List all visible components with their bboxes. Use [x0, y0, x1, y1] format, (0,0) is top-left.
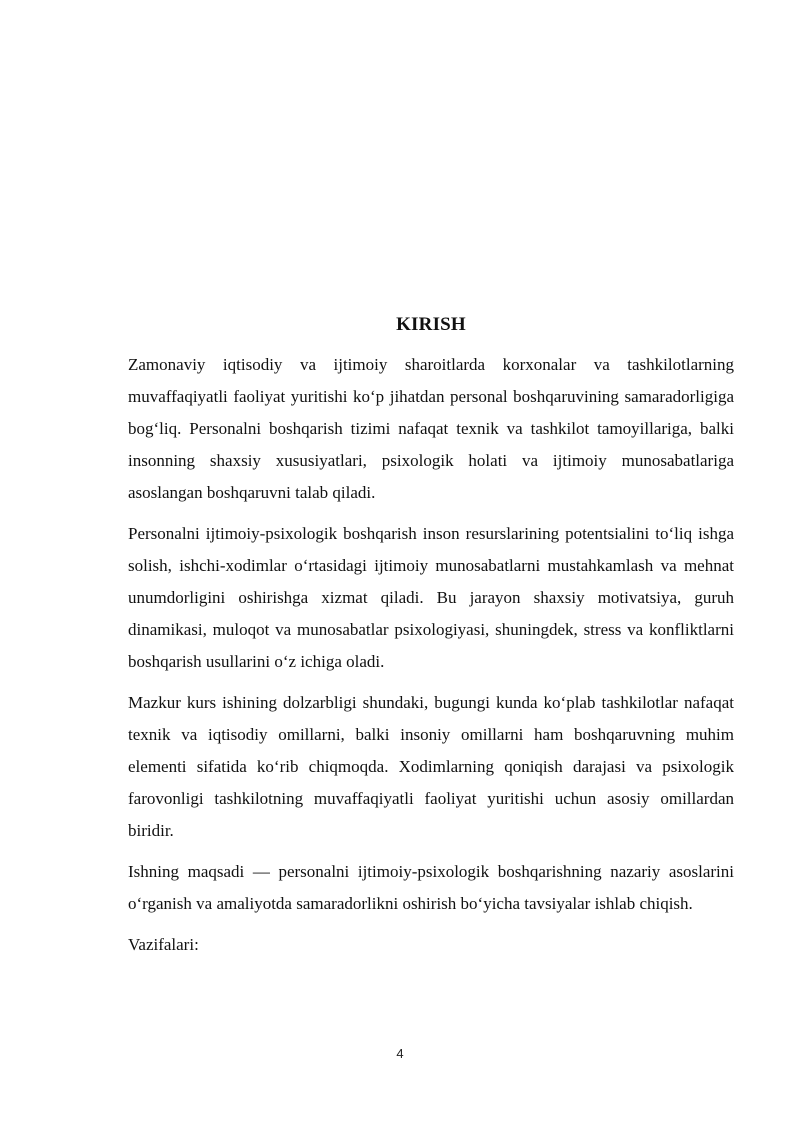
section-title: KIRISH [396, 314, 466, 335]
paragraph-relevance: Mazkur kurs ishining dolzarbligi shundaki, bugungi kunda ko‘plab tashkilotlar nafaqat texnik va iqtisodiy omillarni, balki insoniy omillarni ham boshqaruvning muhim elementi sifatida ko‘rib chiqmoqda. Xodimlarning qoniqish darajasi va psixologik farovonligi tashkilotning muvaffaqiyatli faoliyat yuritishi uchun asosiy omillardan biridir. [128, 693, 734, 840]
document-body [128, 309, 734, 970]
paragraph-goal: Ishning maqsadi — personalni ijtimoiy-psixologik boshqarishning nazariy asoslarini o‘rganish va amaliyotda samaradorlikni oshirish bo‘yicha tavsiyalar ishlab chiqish. [128, 862, 734, 913]
paragraph-intro: Zamonaviy iqtisodiy va ijtimoiy sharoitlarda korxonalar va tashkilotlarning muvaffaqiyatli faoliyat yuritishi ko‘p jihatdan personal boshqaruvining samaradorligiga bog‘liq. Personalni boshqarish tizimi nafaqat texnik va tashkilot tamoyillariga, balki insonning shaxsiy xususiyatlari, psixologik holati va ijtimoiy munosabatlariga asoslangan boshqaruvni talab qiladi. [128, 355, 734, 502]
paragraph-social-psychological-management: Personalni ijtimoiy-psixologik boshqarish inson resurslarining potentsialini to‘liq ishga solish, ishchi-xodimlar o‘rtasidagi ijtimoiy munosabatlarni mustahkamlash va mehnat unumdorligini oshirishga xizmat qiladi. Bu jarayon shaxsiy motivatsiya, guruh dinamikasi, muloqot va munosabatlar psixologiyasi, shuningdek, stress va konfliktlarni boshqarish usullarini o‘z ichiga oladi. [128, 524, 734, 671]
page-number: 4 [396, 1046, 404, 1061]
paragraph-tasks-heading: Vazifalari: [128, 935, 199, 954]
